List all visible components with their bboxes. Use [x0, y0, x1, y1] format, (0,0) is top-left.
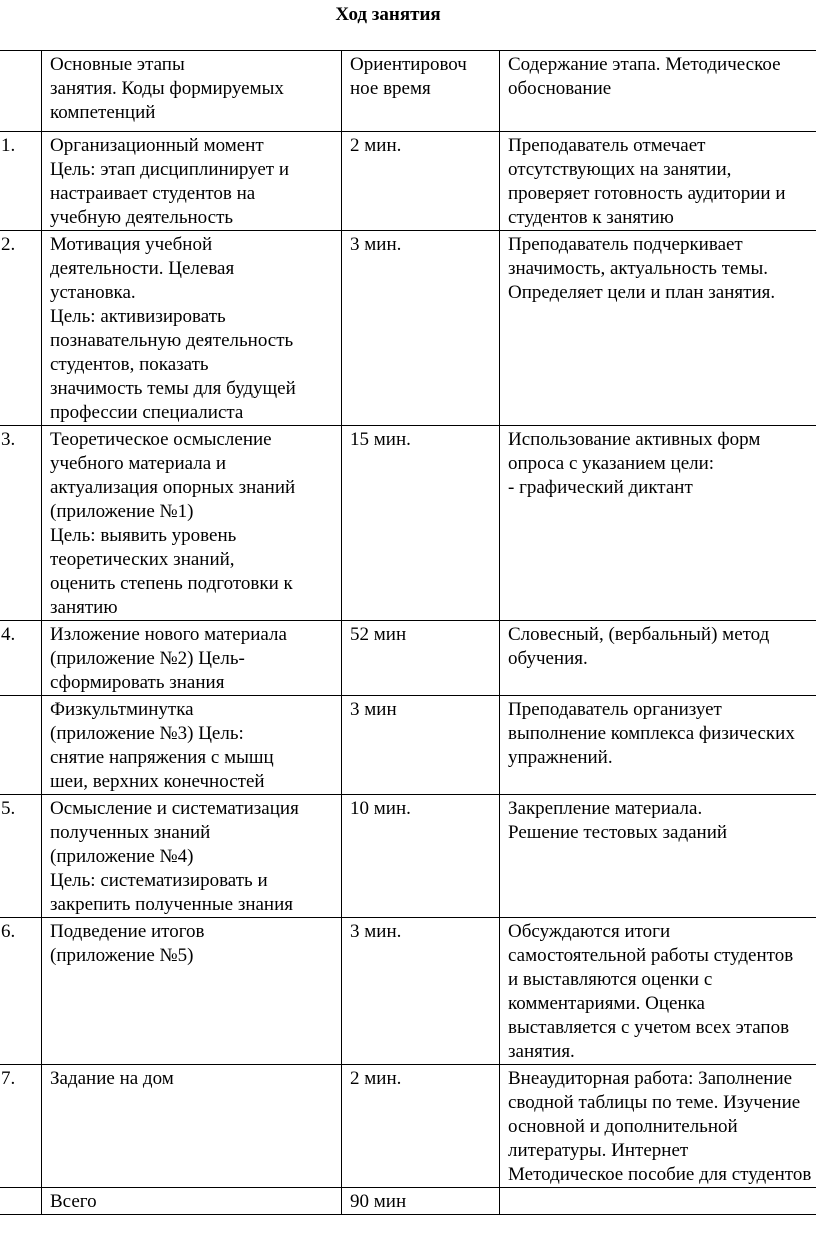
header-num: [0, 51, 42, 132]
row-number: 7.: [0, 1065, 42, 1188]
row-stage: Задание на дом: [42, 1065, 342, 1188]
header-content: Содержание этапа. Методическое обоснование: [500, 51, 816, 132]
row-number: 3.: [0, 426, 42, 621]
row-time: 3 мин: [342, 696, 500, 795]
row-time: 2 мин.: [342, 132, 500, 231]
table-row: [0, 231, 816, 426]
row-content: Преподаватель отмечает отсутствующих на занятии, проверяет готовность аудитории и студентов к занятию: [500, 132, 816, 231]
row-stage: Физкультминутка (приложение №3) Цель: снятие напряжения с мышц шеи, верхних конечностей: [42, 696, 342, 795]
row-number: [0, 696, 42, 795]
row-content: [500, 1188, 816, 1215]
row-number: 6.: [0, 918, 42, 1065]
row-number: 1.: [0, 132, 42, 231]
header-stage: Основные этапы занятия. Коды формируемых компетенций: [42, 51, 342, 132]
table-row: [0, 621, 816, 696]
row-content: Внеаудиторная работа: Заполнение сводной таблицы по теме. Изучение основной и дополнительной литературы. Интернет Методическое пособие для студентов: [500, 1065, 816, 1188]
table-row-total: [0, 1188, 816, 1215]
row-time: 2 мин.: [342, 1065, 500, 1188]
table-row: [0, 1065, 816, 1188]
row-time: 15 мин.: [342, 426, 500, 621]
header-time: Ориентировоч ное время: [342, 51, 500, 132]
page-title: Ход занятия: [335, 4, 441, 25]
row-stage: Осмысление и систематизация полученных знаний (приложение №4) Цель: систематизировать и закрепить полученные знания: [42, 795, 342, 918]
table-row: [0, 918, 816, 1065]
row-stage: Всего: [42, 1188, 342, 1215]
row-content: Преподаватель организует выполнение комплекса физических упражнений.: [500, 696, 816, 795]
table-row: [0, 426, 816, 621]
row-content: Обсуждаются итоги самостоятельной работы студентов и выставляются оценки с комментариями. Оценка выставляется с учетом всех этапов занятия.: [500, 918, 816, 1065]
row-stage: Подведение итогов (приложение №5): [42, 918, 342, 1065]
row-number: [0, 1188, 42, 1215]
row-time: 3 мин.: [342, 918, 500, 1065]
table-row: [0, 132, 816, 231]
row-content: Преподаватель подчеркивает значимость, актуальность темы. Определяет цели и план занятия.: [500, 231, 816, 426]
table-row: [0, 696, 816, 795]
row-time: 3 мин.: [342, 231, 500, 426]
row-time: 90 мин: [342, 1188, 500, 1215]
lesson-plan-table: [0, 50, 816, 1215]
row-time: 10 мин.: [342, 795, 500, 918]
row-content: Закрепление материала. Решение тестовых заданий: [500, 795, 816, 918]
row-time: 52 мин: [342, 621, 500, 696]
row-stage: Изложение нового материала (приложение №2) Цель- сформировать знания: [42, 621, 342, 696]
row-number: 2.: [0, 231, 42, 426]
row-number: 5.: [0, 795, 42, 918]
table-row: [0, 795, 816, 918]
row-stage: Организационный момент Цель: этап дисциплинирует и настраивает студентов на учебную деятельность: [42, 132, 342, 231]
table-header-row: [0, 51, 816, 132]
row-number: 4.: [0, 621, 42, 696]
row-stage: Теоретическое осмысление учебного материала и актуализация опорных знаний (приложение №1) Цель: выявить уровень теоретических знаний, оценить степень подготовки к занятию: [42, 426, 342, 621]
row-content: Использование активных форм опроса с указанием цели: - графический диктант: [500, 426, 816, 621]
row-content: Словесный, (вербальный) метод обучения.: [500, 621, 816, 696]
row-stage: Мотивация учебной деятельности. Целевая установка. Цель: активизировать познавательную деятельность студентов, показать значимость темы для будущей профессии специалиста: [42, 231, 342, 426]
